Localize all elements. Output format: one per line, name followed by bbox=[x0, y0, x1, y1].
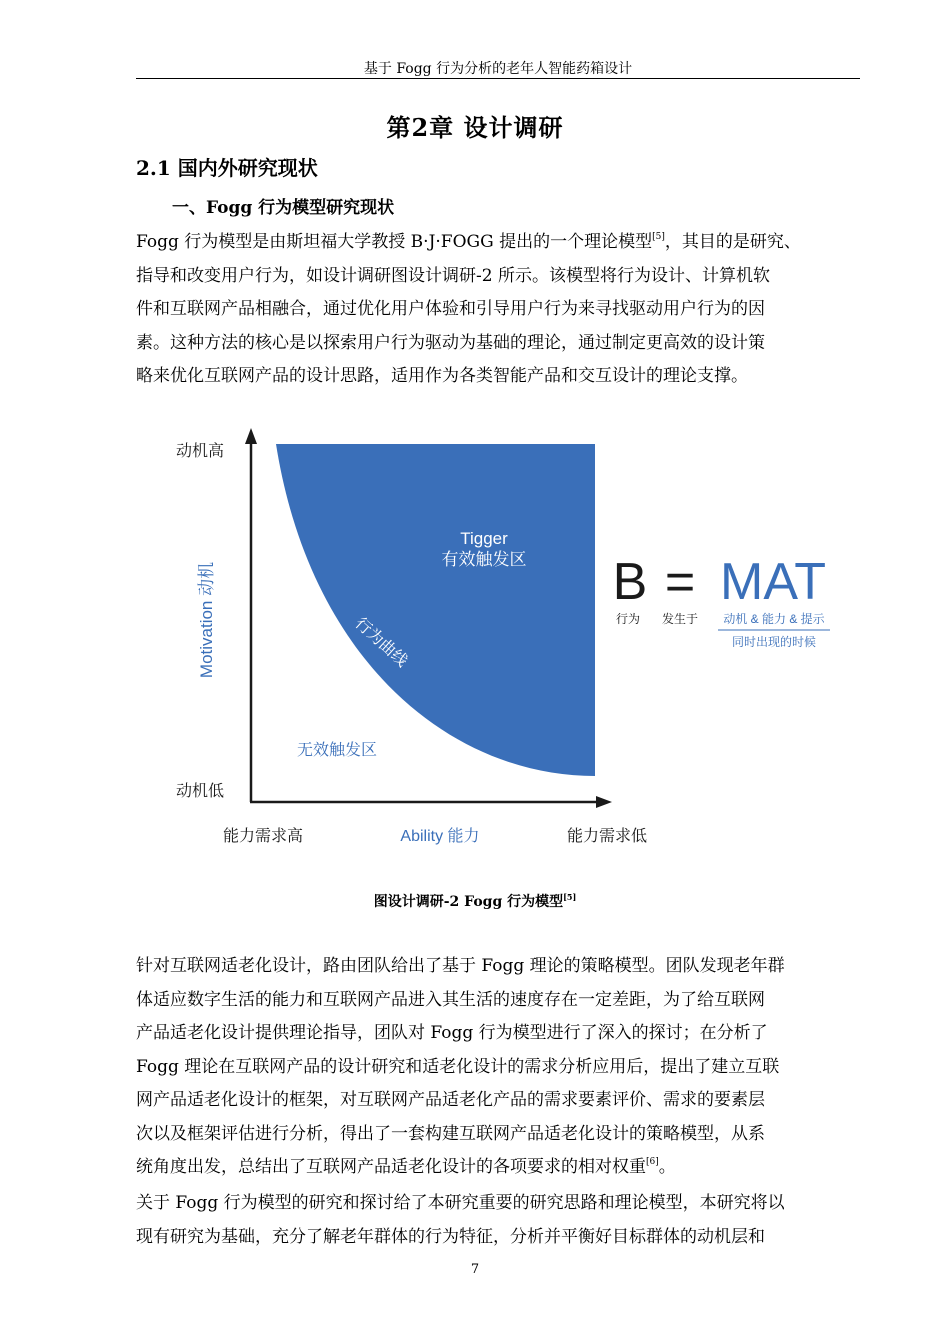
formula-mat: MAT bbox=[720, 553, 826, 611]
citation-ref: [5] bbox=[652, 232, 665, 242]
paragraph-line: 产品适老化设计提供理论指导，团队对 Fogg 行为模型进行了深入的探讨；在分析了 bbox=[136, 1023, 768, 1043]
paragraph-line: 略来优化互联网产品的设计思路，适用作为各类智能产品和交互设计的理论支撑。 bbox=[136, 366, 748, 386]
header-rule bbox=[136, 78, 860, 79]
paragraph-line: 件和互联网产品相融合，通过优化用户体验和引导用户行为来寻找驱动用户行为的因 bbox=[136, 299, 765, 319]
paragraph-3 bbox=[136, 1187, 860, 1254]
paragraph-1 bbox=[136, 226, 860, 394]
y-high-label: 动机高 bbox=[175, 443, 225, 460]
trigger-zone-label: 有效触发区 bbox=[441, 550, 527, 569]
x-left-label: 能力需求高 bbox=[222, 828, 304, 845]
x-right-label: 能力需求低 bbox=[566, 828, 648, 845]
x-axis-label: Ability 能力 bbox=[400, 828, 480, 845]
paragraph-line: 次以及框架评估进行分析，得出了一套构建互联网产品适老化设计的策略模型，从系 bbox=[136, 1123, 765, 1144]
y-axis-arrow bbox=[245, 428, 257, 444]
formula-equals: = bbox=[664, 553, 696, 611]
running-header: 基于 Fogg 行为分析的老年人智能药箱设计 bbox=[363, 61, 633, 77]
trigger-zone-title: Tigger bbox=[460, 529, 508, 548]
paragraph-line: 素。这种方法的核心是以探索用户行为驱动为基础的理论，通过制定更高效的设计策 bbox=[136, 332, 765, 353]
formula-eq-caption: 发生于 bbox=[661, 612, 699, 626]
paragraph-line: Fogg 行为模型是由斯坦福大学教授 B·J·FOGG 提出的一个理论模型[5]，其目的是研究、 bbox=[136, 232, 801, 252]
paragraph-line: 针对互联网适老化设计，路由团队给出了基于 Fogg 理论的策略模型。团队发现老年群 bbox=[136, 956, 785, 976]
paragraph-line: 体适应数字生活的能力和互联网产品进入其生活的速度存在一定差距，为了给互联网 bbox=[136, 989, 765, 1010]
section-title: 2.1 国内外研究现状 bbox=[136, 156, 318, 180]
formula-b: B bbox=[612, 553, 648, 611]
x-axis-arrow bbox=[596, 796, 612, 808]
paragraph-line: 关于 Fogg 行为模型的研究和探讨给了本研究重要的研究思路和理论模型，本研究将以 bbox=[136, 1193, 785, 1213]
invalid-zone-label: 无效触发区 bbox=[296, 742, 378, 759]
page-number: 7 bbox=[470, 1262, 480, 1277]
y-axis-label: Motivation 动机 bbox=[197, 561, 216, 679]
figure-caption: 图设计调研-2 Fogg 行为模型[5] bbox=[373, 892, 577, 910]
subsection-title: 一、Fogg 行为模型研究现状 bbox=[172, 198, 395, 218]
paragraph-2 bbox=[136, 950, 860, 1185]
chapter-title: 第2章 设计调研 bbox=[386, 113, 564, 142]
fogg-model-figure bbox=[150, 410, 850, 860]
paragraph-line: 现有研究为基础，充分了解老年群体的行为特征，分析并平衡好目标群体的动机层和 bbox=[136, 1226, 765, 1247]
paragraph-line: 统角度出发，总结出了互联网产品适老化设计的各项要求的相对权重[6]。 bbox=[136, 1157, 676, 1177]
citation-ref: [6] bbox=[646, 1157, 659, 1167]
citation-ref: [5] bbox=[563, 892, 577, 902]
formula-mat-caption-2: 同时出现的时候 bbox=[731, 635, 817, 649]
paragraph-line: 网产品适老化设计的框架，对互联网产品适老化产品的需求要素评价、需求的要素层 bbox=[136, 1090, 765, 1110]
paragraph-line: Fogg 理论在互联网产品的设计研究和适老化设计的需求分析应用后，提出了建立互联 bbox=[136, 1056, 780, 1077]
trigger-zone-area bbox=[276, 444, 595, 776]
y-low-label: 动机低 bbox=[175, 783, 225, 800]
behavior-curve-label: 行为曲线 bbox=[351, 614, 411, 671]
formula-b-caption: 行为 bbox=[615, 612, 641, 626]
paragraph-line: 指导和改变用户行为，如设计调研图设计调研-2 所示。该模型将行为设计、计算机软 bbox=[136, 265, 770, 286]
formula-mat-caption-1: 动机 & 能力 & 提示 bbox=[723, 612, 825, 626]
